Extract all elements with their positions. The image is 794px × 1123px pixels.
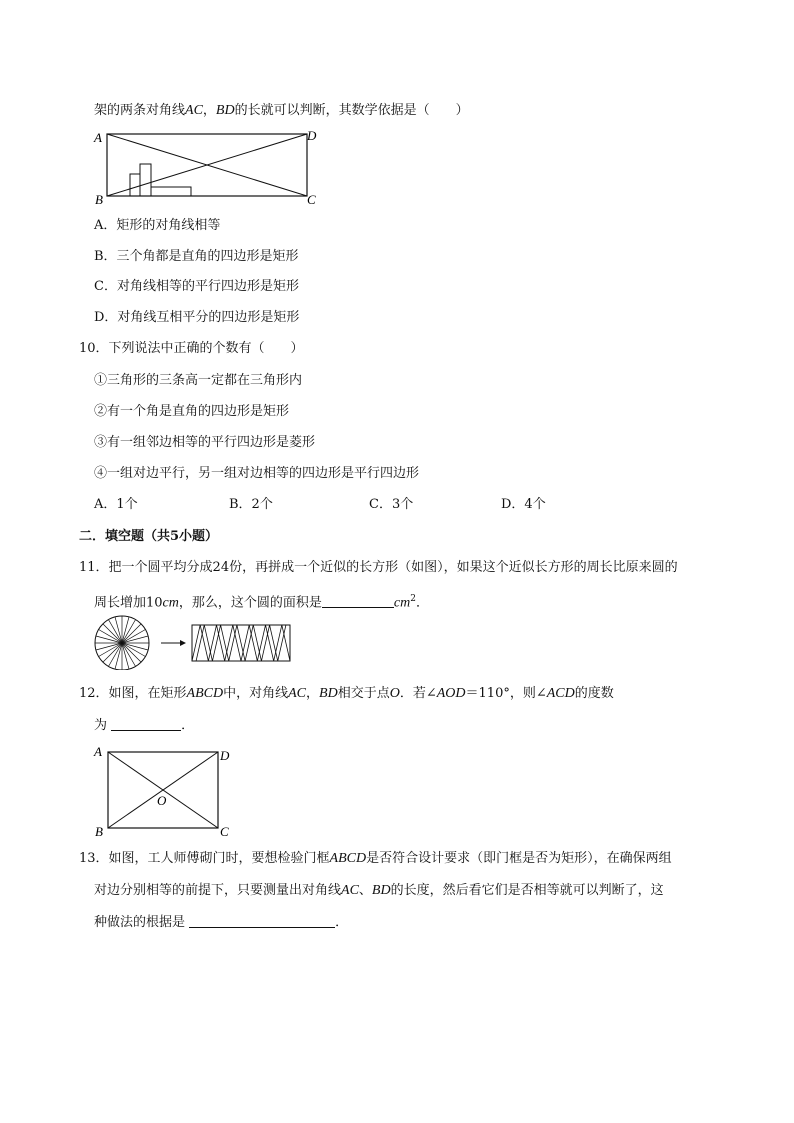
q10-statement-3: ③有一组邻边相等的平行四边形是菱形 bbox=[94, 435, 316, 450]
q9-label-a: A bbox=[94, 130, 102, 145]
q9-option-b: B．三个角都是直角的四边形是矩形 bbox=[94, 249, 299, 264]
q10-choice-d: D．4个 bbox=[501, 497, 546, 512]
q9-option-d: D．对角线互相平分的四边形是矩形 bbox=[94, 310, 300, 325]
q10-choice-a: A．1个 bbox=[94, 497, 138, 512]
q10-statement-2: ②有一个角是直角的四边形是矩形 bbox=[94, 404, 290, 419]
q12-line-2: 为 ． bbox=[94, 718, 195, 733]
q10-choice-c: C．3个 bbox=[369, 497, 414, 512]
q9-figure bbox=[90, 126, 320, 210]
q12-label-c: C bbox=[220, 824, 229, 839]
q10-statement-1: ①三角形的三条高一定都在三角形内 bbox=[94, 373, 303, 388]
q13-answer-blank[interactable] bbox=[189, 913, 335, 928]
q13-line-1: 13．如图，工人师傅砌门时，要想检验门框ABCD是否符合设计要求（即门框是否为矩形），在确保两组 bbox=[79, 851, 672, 866]
q11-line-2: 周长增加10cm，那么，这个圆的面积是 $cm^2$． bbox=[94, 594, 429, 611]
q9-option-c: C．对角线相等的平行四边形是矩形 bbox=[94, 279, 299, 294]
q10-stem: 10．下列说法中正确的个数有（ ） bbox=[79, 341, 304, 356]
q12-label-a: A bbox=[94, 744, 102, 759]
q9-stem: 架的两条对角线AC，BD的长就可以判断，其数学依据是（ ） bbox=[94, 103, 469, 118]
q9-option-a: A．矩形的对角线相等 bbox=[94, 218, 221, 233]
q13-line-2: 对边分别相等的前提下，只要测量出对角线AC、BD的长度，然后看它们是否相等就可以判断了，这 bbox=[94, 883, 664, 898]
q12-line-1: 12．如图，在矩形ABCD中，对角线AC，BD相交于点O．若∠AOD＝110°，则∠ACD的度数 bbox=[79, 686, 614, 701]
q9-label-b: B bbox=[95, 192, 103, 207]
q12-label-o: O bbox=[157, 793, 167, 808]
q12-figure bbox=[90, 740, 240, 840]
q12-label-d: D bbox=[220, 748, 230, 763]
arrow-icon bbox=[180, 640, 186, 646]
q11-figure bbox=[92, 614, 297, 670]
q13-line-3: 种做法的根据是 ． bbox=[94, 915, 349, 930]
q9-label-c: C bbox=[307, 192, 316, 207]
q11-answer-blank[interactable] bbox=[322, 593, 394, 608]
q12-label-b: B bbox=[95, 824, 103, 839]
q11-circle bbox=[95, 616, 149, 670]
section-title: 二．填空题（共5小题） bbox=[79, 529, 219, 544]
q12-answer-blank[interactable] bbox=[111, 716, 181, 731]
q11-line-1: 11．把一个圆平均分成24份，再拼成一个近似的长方形（如图），如果这个近似长方形的周长比原来圆的 bbox=[79, 560, 678, 575]
q9-label-d: D bbox=[307, 128, 317, 143]
q11-rectangle-zigzag bbox=[192, 625, 290, 661]
q10-choice-b: B．2个 bbox=[229, 497, 273, 512]
q10-statement-4: ④一组对边平行，另一组对边相等的四边形是平行四边形 bbox=[94, 466, 420, 481]
